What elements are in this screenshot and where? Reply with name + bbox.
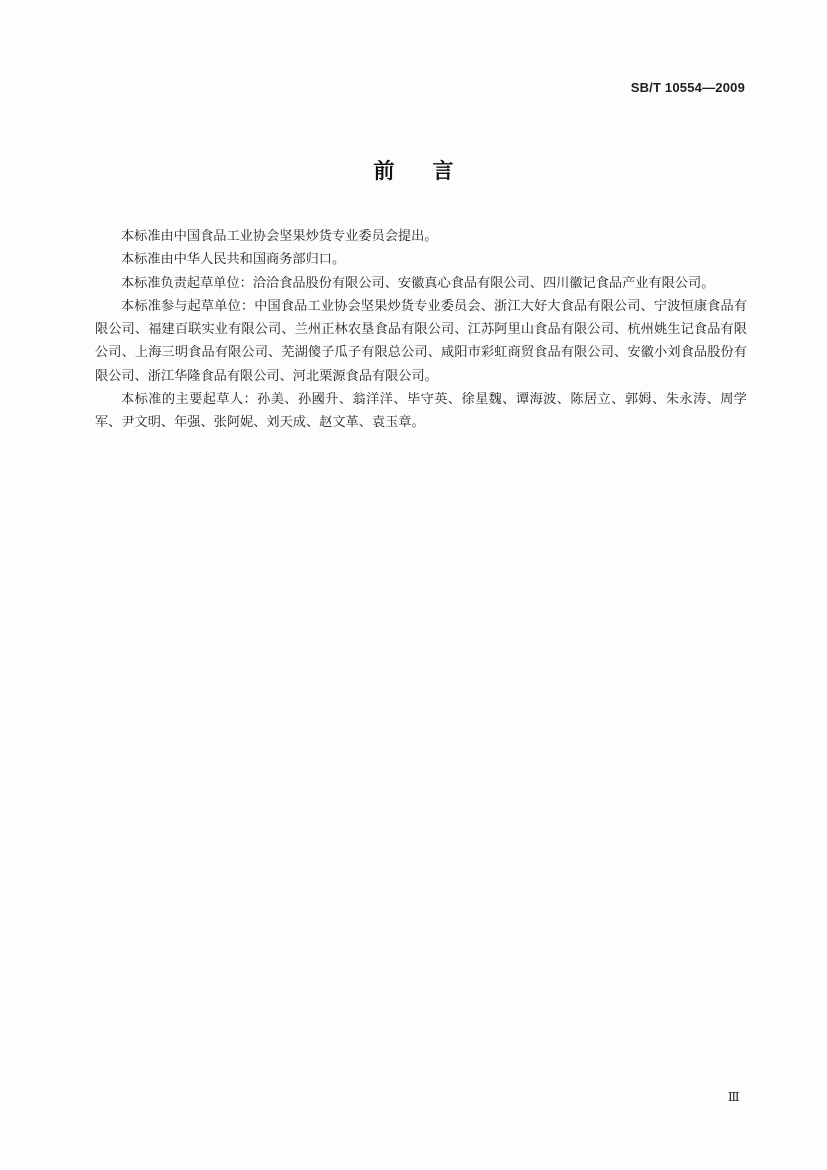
paragraph-participating-drafters: 本标准参与起草单位：中国食品工业协会坚果炒货专业委员会、浙江大好大食品有限公司、宁波恒康食品有限公司、福建百联实业有限公司、兰州正林农垦食品有限公司、江苏阿里山食品有限公司、杭州姚生记食品有限公司、上海三明食品有限公司、芜湖傻子瓜子有限总公司、咸阳市彩虹商贸食品有限公司、安徽小刘食品股份有限公司、浙江华隆食品有限公司、河北栗源食品有限公司。 (95, 298, 747, 384)
paragraph-administrator: 本标准由中华人民共和国商务部归口。 (121, 252, 346, 268)
foreword-body (95, 225, 747, 435)
page-number: Ⅲ (728, 1090, 740, 1104)
page-title: 前言 (373, 159, 492, 183)
paragraph-lead-drafters: 本标准负责起草单位：洽洽食品股份有限公司、安徽真心食品有限公司、四川徽记食品产业有限公司。 (121, 275, 715, 291)
standard-code: SB/T 10554—2009 (630, 80, 745, 95)
paragraph-proposer: 本标准由中国食品工业协会坚果炒货专业委员会提出。 (121, 229, 438, 244)
paragraph-main-authors: 本标准的主要起草人：孙美、孙國升、翁洋洋、毕守英、徐星魏、谭海波、陈居立、郭姆、朱永涛、周学军、尹文明、年强、张阿妮、刘天成、赵文革、袁玉章。 (95, 392, 747, 431)
